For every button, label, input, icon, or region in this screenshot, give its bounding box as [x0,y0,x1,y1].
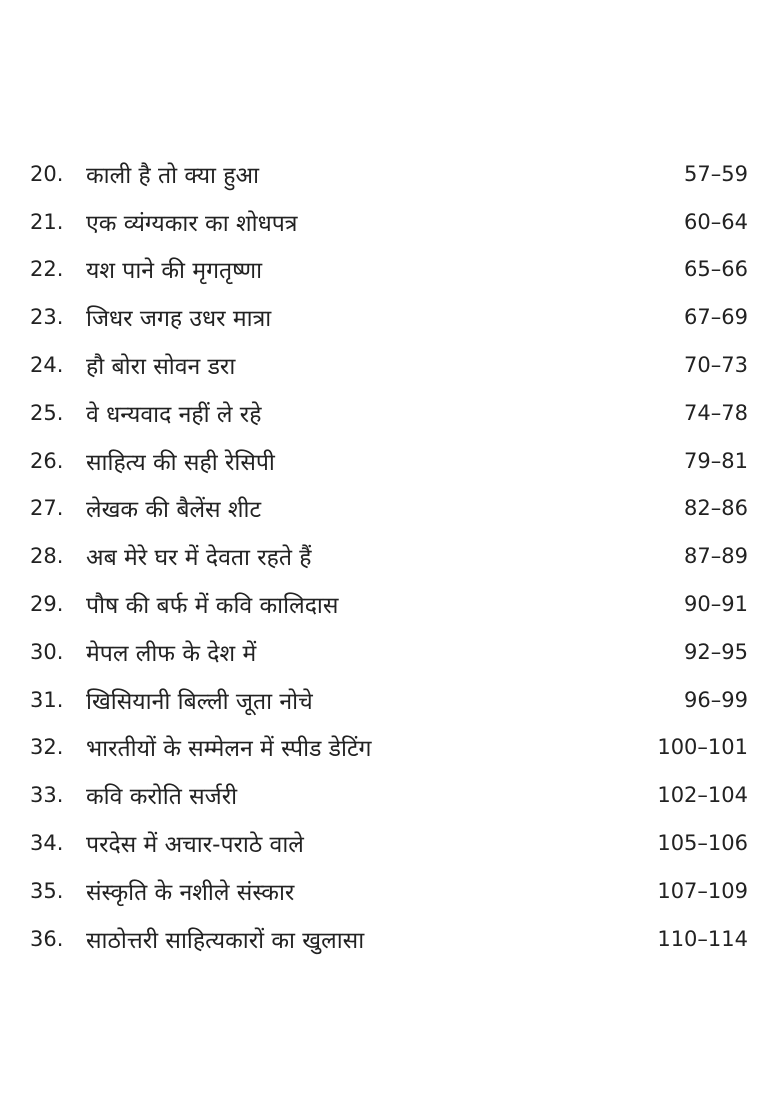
entry-title: हौ बोरा सोवन डरा [86,354,236,381]
entry-number: 20. [30,161,64,186]
entry-number: 28. [30,544,64,569]
entry-number: 26. [30,448,64,473]
toc-entry [30,819,748,867]
entry-number: 34. [30,831,64,856]
entry-pages: 107–109 [657,878,748,903]
entry-title: परदेस में अचार-पराठे वाले [86,832,304,859]
toc-entry [30,485,748,533]
entry-pages: 82–86 [684,496,748,521]
toc-entry [30,341,748,389]
toc-entry [30,867,748,915]
entry-title: यश पाने की मृगतृष्णा [86,258,263,285]
entry-number: 35. [30,878,64,903]
entry-number: 32. [30,735,64,760]
entry-pages: 60–64 [684,209,748,234]
entry-number: 25. [30,400,64,425]
entry-pages: 105–106 [657,831,748,856]
toc-entry [30,724,748,772]
entry-pages: 110–114 [657,926,748,951]
toc-entry [30,389,748,437]
entry-number: 31. [30,687,64,712]
entry-title: जिधर जगह उधर मात्रा [86,306,272,333]
entry-title: अब मेरे घर में देवता रहते हैं [86,545,312,572]
toc-entry [30,532,748,580]
entry-title: खिसियानी बिल्ली जूता नोचे [86,688,313,715]
entry-number: 29. [30,592,64,617]
entry-pages: 92–95 [684,639,748,664]
entry-title: साहित्य की सही रेसिपी [86,449,275,476]
entry-pages: 90–91 [684,592,748,617]
entry-title: भारतीयों के सम्मेलन में स्पीड डेटिंग [86,736,372,763]
entry-pages: 100–101 [657,735,748,760]
entry-title: पौष की बर्फ में कवि कालिदास [86,593,339,620]
entry-title: कवि करोति सर्जरी [86,784,238,811]
entry-title: मेपल लीफ के देश में [86,640,257,667]
table-of-contents [30,150,748,963]
toc-entry [30,150,748,198]
entry-title: साठोत्तरी साहित्यकारों का खुलासा [86,927,365,954]
toc-entry [30,246,748,294]
entry-pages: 102–104 [657,783,748,808]
entry-pages: 79–81 [684,448,748,473]
toc-entry [30,676,748,724]
toc-entry [30,771,748,819]
entry-pages: 65–66 [684,257,748,282]
entry-title: एक व्यंग्यकार का शोधपत्र [86,210,298,237]
entry-number: 30. [30,639,64,664]
toc-entry [30,198,748,246]
entry-number: 23. [30,305,64,330]
toc-entry [30,915,748,963]
entry-title: काली है तो क्या हुआ [86,162,260,189]
entry-pages: 57–59 [684,161,748,186]
toc-entry [30,437,748,485]
toc-entry [30,580,748,628]
entry-number: 33. [30,783,64,808]
entry-pages: 74–78 [684,400,748,425]
entry-pages: 96–99 [684,687,748,712]
toc-entry [30,293,748,341]
entry-title: वे धन्यवाद नहीं ले रहे [86,401,262,428]
entry-number: 22. [30,257,64,282]
entry-pages: 70–73 [684,353,748,378]
entry-title: लेखक की बैलेंस शीट [86,497,262,524]
entry-number: 24. [30,353,64,378]
entry-number: 36. [30,926,64,951]
toc-entry [30,628,748,676]
entry-pages: 87–89 [684,544,748,569]
entry-number: 27. [30,496,64,521]
entry-title: संस्कृति के नशीले संस्कार [86,879,295,906]
entry-pages: 67–69 [684,305,748,330]
entry-number: 21. [30,209,64,234]
